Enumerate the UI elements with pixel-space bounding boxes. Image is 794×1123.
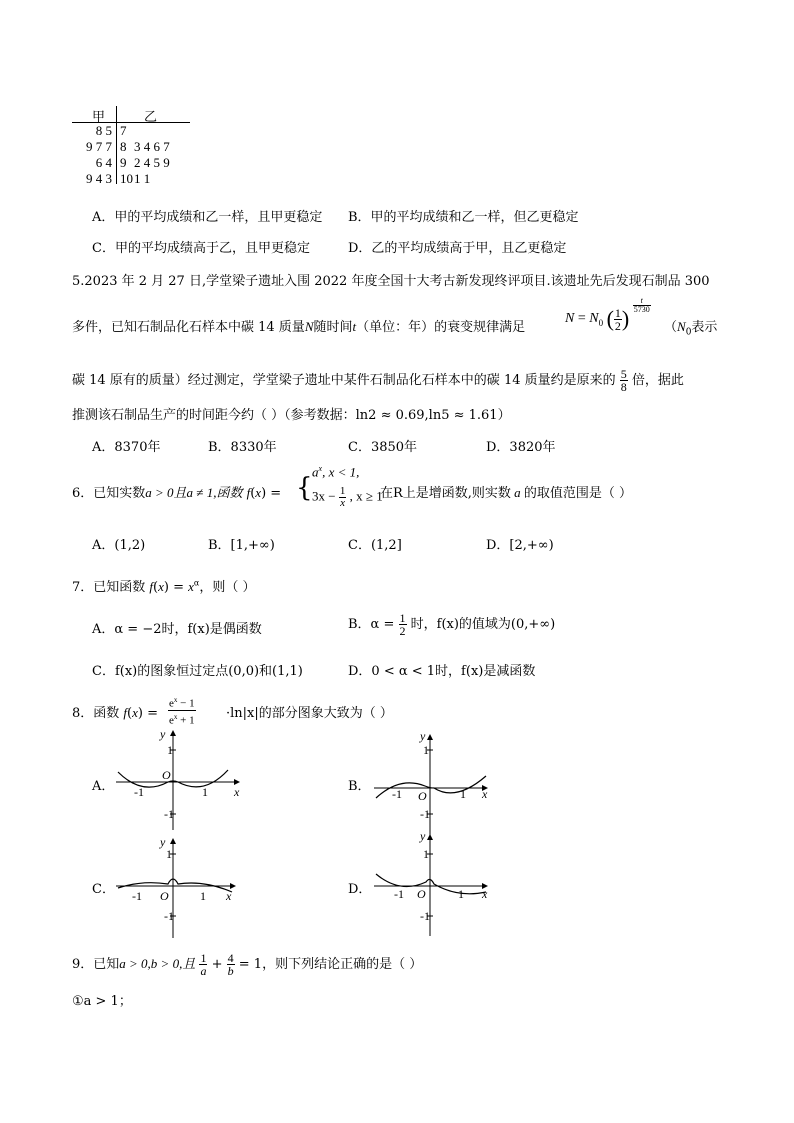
q7-option-d: D．0 < α < 1时，f(x)是减函数 <box>348 664 536 679</box>
q6-brace: { <box>296 473 313 503</box>
axis-tick-1: 1 <box>200 889 206 903</box>
q7-stem: 7．已知函数 $f(x) = x^\alpha$，则（ ） <box>72 578 256 595</box>
axis-origin-label: O <box>160 889 169 903</box>
graph-b <box>370 732 500 838</box>
stem-leaf-right: 3 4 6 7 <box>134 139 170 154</box>
axis-y-label: y <box>420 832 426 843</box>
q6-option-a: A．(1,2) <box>92 538 146 553</box>
graph-d <box>370 832 500 938</box>
axis-tick-minus1: -1 <box>164 807 174 821</box>
q5-option-c: C．3850年 <box>348 440 418 455</box>
axis-tick-minus1: -1 <box>164 909 174 923</box>
q4-option-d: D．乙的平均成绩高于甲，且乙更稳定 <box>348 241 567 256</box>
q6-prefix: 6．已知实数a > 0且a ≠ 1,函数 f(x) = <box>72 485 282 501</box>
stem-leaf-left: 9 4 3 <box>86 171 112 186</box>
q4-option-c: C．甲的平均成绩高于乙，且甲更稳定 <box>92 241 310 256</box>
q5-option-d: D．3820年 <box>486 440 556 455</box>
q6-option-b: B．[1,+∞) <box>208 538 275 553</box>
q5-decay-formula: $N = N_0$ ( $\frac{1}{2}$ ) $\frac{t}{5730}$ <box>565 295 650 333</box>
axis-tick-1: 1 <box>166 847 172 861</box>
stem-leaf-header-left: 甲 <box>92 110 106 125</box>
q6-case1: $a^x$, x < 1, <box>312 464 360 480</box>
axis-tick-1: 1 <box>167 743 173 757</box>
axis-tick-1: 1 <box>423 743 429 757</box>
q8-prefix: 8．函数 f(x) = <box>72 705 159 721</box>
stem-leaf-stem: 10 <box>120 171 133 186</box>
q5-line4: 推测该石制品生产的时间距今约（ ）（参考数据：ln2 ≈ 0.69,ln5 ≈ 1.61） <box>72 408 511 423</box>
axis-x-label: x <box>234 785 240 799</box>
q5-n0-note: （$N_0$表示 <box>664 319 718 338</box>
q4-option-a: A．甲的平均成绩和乙一样，且甲更稳定 <box>92 210 323 225</box>
graph-label-b: B． <box>348 779 371 794</box>
q9-item1: ①a > 1； <box>72 994 132 1009</box>
axis-tick-minus1: -1 <box>132 889 142 903</box>
q5-line1: 5.2023 年 2 月 27 日,学堂梁子遗址入围 2022 年度全国十大考古新发现终评项目.该遗址先后发现石制品 300 <box>72 274 710 289</box>
q8-suffix: ·ln|x|的部分图象大致为（ ） <box>226 706 393 721</box>
axis-x-label: x <box>482 787 488 801</box>
stem-leaf-right: 1 1 <box>134 171 151 186</box>
q5-option-a: A．8370年 <box>92 440 161 455</box>
axis-tick-1: 1 <box>423 847 429 861</box>
axis-tick-minus1: -1 <box>134 785 144 799</box>
axis-tick-1: 1 <box>202 785 208 799</box>
exponent-num: t <box>633 297 651 306</box>
graph-label-d: D． <box>348 882 372 897</box>
q8-fraction: $\frac{e^x - 1}{e^x + 1}$ <box>169 696 195 727</box>
q6-case2: 3x − $\frac{1}{x}$ , x ≥ 1 <box>312 485 383 509</box>
q5-line3: 碳 14 原有的质量）经过测定，学堂梁子遗址中某件石制品化石样本中的碳 14 质量约是原来的 $\frac{5}{8}$ 倍，据此 <box>72 367 684 394</box>
axis-origin-label: O <box>162 768 171 782</box>
axis-x-label: x <box>482 887 488 901</box>
q7-option-c: C．f(x)的图象恒过定点(0,0)和(1,1) <box>92 664 303 679</box>
axis-x-label: x <box>226 889 232 903</box>
stem-leaf-stem: 7 <box>120 123 127 138</box>
q5-frac-den: 8 <box>620 380 627 394</box>
stem-leaf-left: 9 7 7 <box>86 139 112 154</box>
stem-leaf-stem: 9 <box>120 155 127 170</box>
q9-stem: 9．已知a > 0,b > 0,且 $\frac{1}{a}$ + $\frac{4}{b}$ = 1，则下列结论正确的是（ ） <box>72 951 423 978</box>
stem-leaf-right: 2 4 5 9 <box>134 155 170 170</box>
stem-leaf-left: 6 4 <box>95 155 112 170</box>
stem-leaf-stem: 8 <box>120 139 127 154</box>
q4-option-b: B．甲的平均成绩和乙一样，但乙更稳定 <box>348 210 579 225</box>
q5-line2: 多件，已知石制品化石样本中碳 14 质量N随时间t（单位：年）的衰变规律满足 <box>72 319 526 335</box>
q6-option-c: C．(1,2] <box>348 538 402 553</box>
axis-tick-minus1: -1 <box>420 909 430 923</box>
q6-suffix: 在R上是增函数,则实数 a 的取值范围是（ ） <box>380 485 633 501</box>
q6-option-d: D．[2,+∞) <box>486 538 554 553</box>
axis-origin-label: O <box>417 887 426 901</box>
q7-option-a: A．α = −2时，f(x)是偶函数 <box>92 622 262 637</box>
q5-option-b: B．8330年 <box>208 440 277 455</box>
stem-leaf-header-right: 乙 <box>144 110 158 125</box>
axis-y-label: y <box>420 732 426 743</box>
axis-tick-minus1: -1 <box>392 787 402 801</box>
stem-leaf-left: 8 5 <box>95 123 112 138</box>
graph-a <box>112 726 242 832</box>
graph-label-c: C． <box>92 882 115 897</box>
axis-y-label: y <box>160 727 166 741</box>
axis-tick-1: 1 <box>458 887 464 901</box>
q5-frac-num: 5 <box>620 367 627 381</box>
graph-label-a: A． <box>92 779 115 794</box>
axis-origin-label: O <box>418 789 427 803</box>
graph-c <box>112 834 242 940</box>
exponent-den: 5730 <box>633 304 650 314</box>
axis-y-label: y <box>160 835 166 849</box>
q7-option-b: B．α = $\frac{1}{2}$ 时，f(x)的值域为(0,+∞) <box>348 611 556 638</box>
axis-tick-minus1: -1 <box>394 887 404 901</box>
axis-tick-1: 1 <box>460 787 466 801</box>
axis-tick-minus1: -1 <box>420 807 430 821</box>
